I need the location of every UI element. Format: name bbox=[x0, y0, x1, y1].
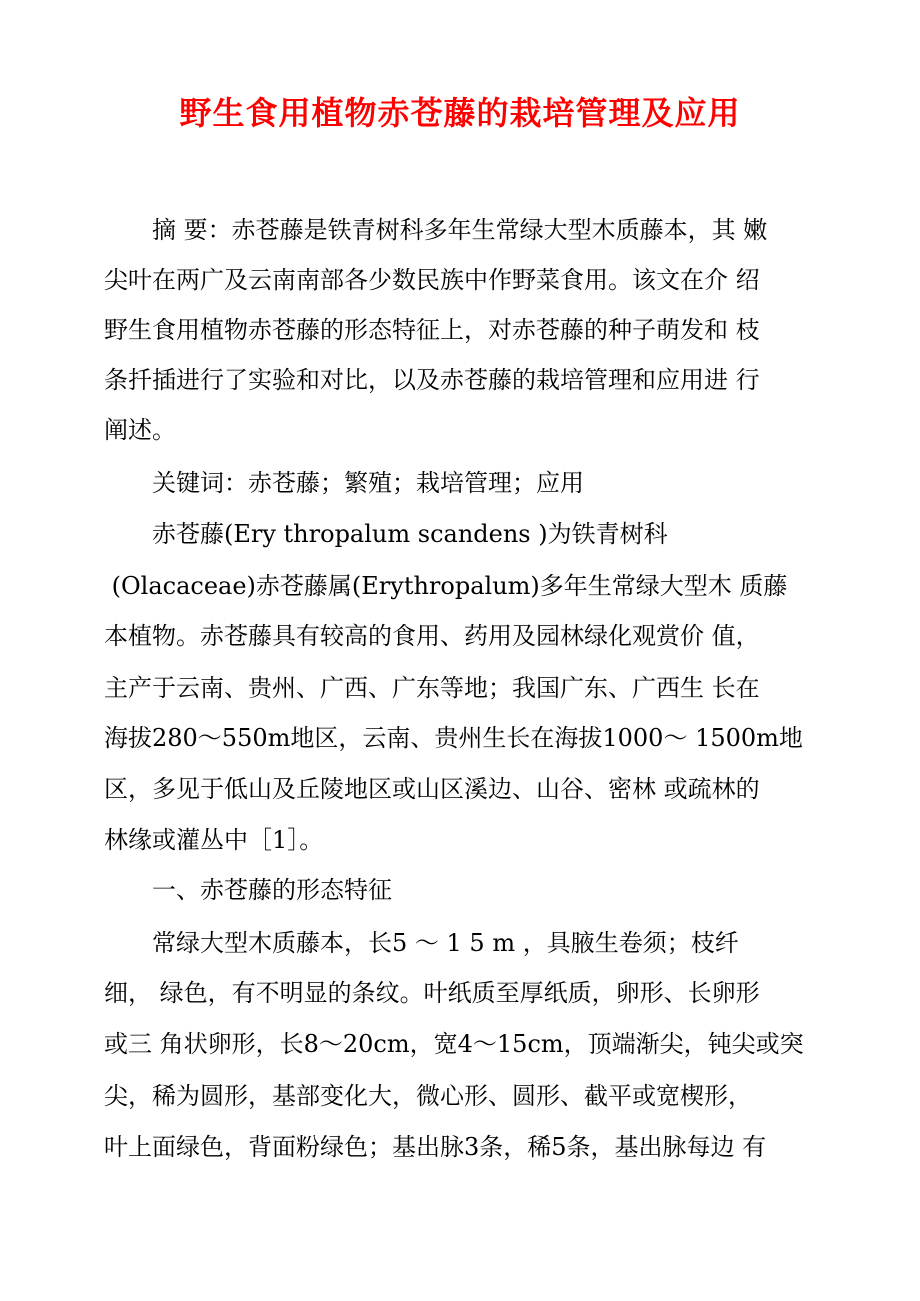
body-line: 本植物。赤苍藤具有较高的食用、药用及园林绿化观赏价 值， bbox=[104, 622, 760, 650]
body-line: 野生食用植物赤苍藤的形态特征上，对赤苍藤的种子萌发和 枝 bbox=[104, 316, 760, 344]
body-line: 常绿大型木质藤本，长5 ～ 1 5 m ，具腋生卷须；枝纤 bbox=[104, 929, 739, 957]
body-line: 尖，稀为圆形，基部变化大，微心形、圆形、截平或宽楔形， bbox=[104, 1082, 752, 1110]
body-line: 细， 绿色，有不明显的条纹。叶纸质至厚纸质，卵形、长卵形 bbox=[104, 979, 760, 1007]
body-line: 尖叶在两广及云南南部各少数民族中作野菜食用。该文在介 绍 bbox=[104, 266, 760, 294]
body-line: 摘 要：赤苍藤是铁青树科多年生常绿大型木质藤本，其 嫩 bbox=[104, 216, 768, 244]
body-line: 主产于云南、贵州、广西、广东等地；我国广东、广西生 长在 bbox=[104, 674, 760, 702]
body-line: 叶上面绿色，背面粉绿色；基出脉3条，稀5条，基出脉每边 有 bbox=[104, 1133, 767, 1161]
keywords-line: 关键词：赤苍藤；繁殖；栽培管理；应用 bbox=[104, 469, 584, 497]
document-title: 野生食用植物赤苍藤的栽培管理及应用 bbox=[179, 94, 741, 132]
section-heading: 一、赤苍藤的形态特征 bbox=[104, 876, 392, 904]
body-line: 林缘或灌丛中［1］。 bbox=[104, 826, 324, 854]
body-line: (Olacaceae)赤苍藤属(Erythropalum)多年生常绿大型木 质藤 bbox=[104, 572, 788, 600]
body-line: 条扦插进行了实验和对比，以及赤苍藤的栽培管理和应用进 行 bbox=[104, 366, 760, 394]
body-line: 海拔280～550m地区，云南、贵州生长在海拔1000～ 1500m地 bbox=[104, 724, 803, 752]
body-line: 或三 角状卵形，长8～20cm，宽4～15cm，顶端渐尖，钝尖或突 bbox=[104, 1030, 804, 1058]
body-line: 赤苍藤(Ery thropalum scandens )为铁青树科 bbox=[104, 520, 668, 548]
body-line: 阐述。 bbox=[104, 416, 176, 444]
body-line: 区，多见于低山及丘陵地区或山区溪边、山谷、密林 或疏林的 bbox=[104, 775, 760, 803]
